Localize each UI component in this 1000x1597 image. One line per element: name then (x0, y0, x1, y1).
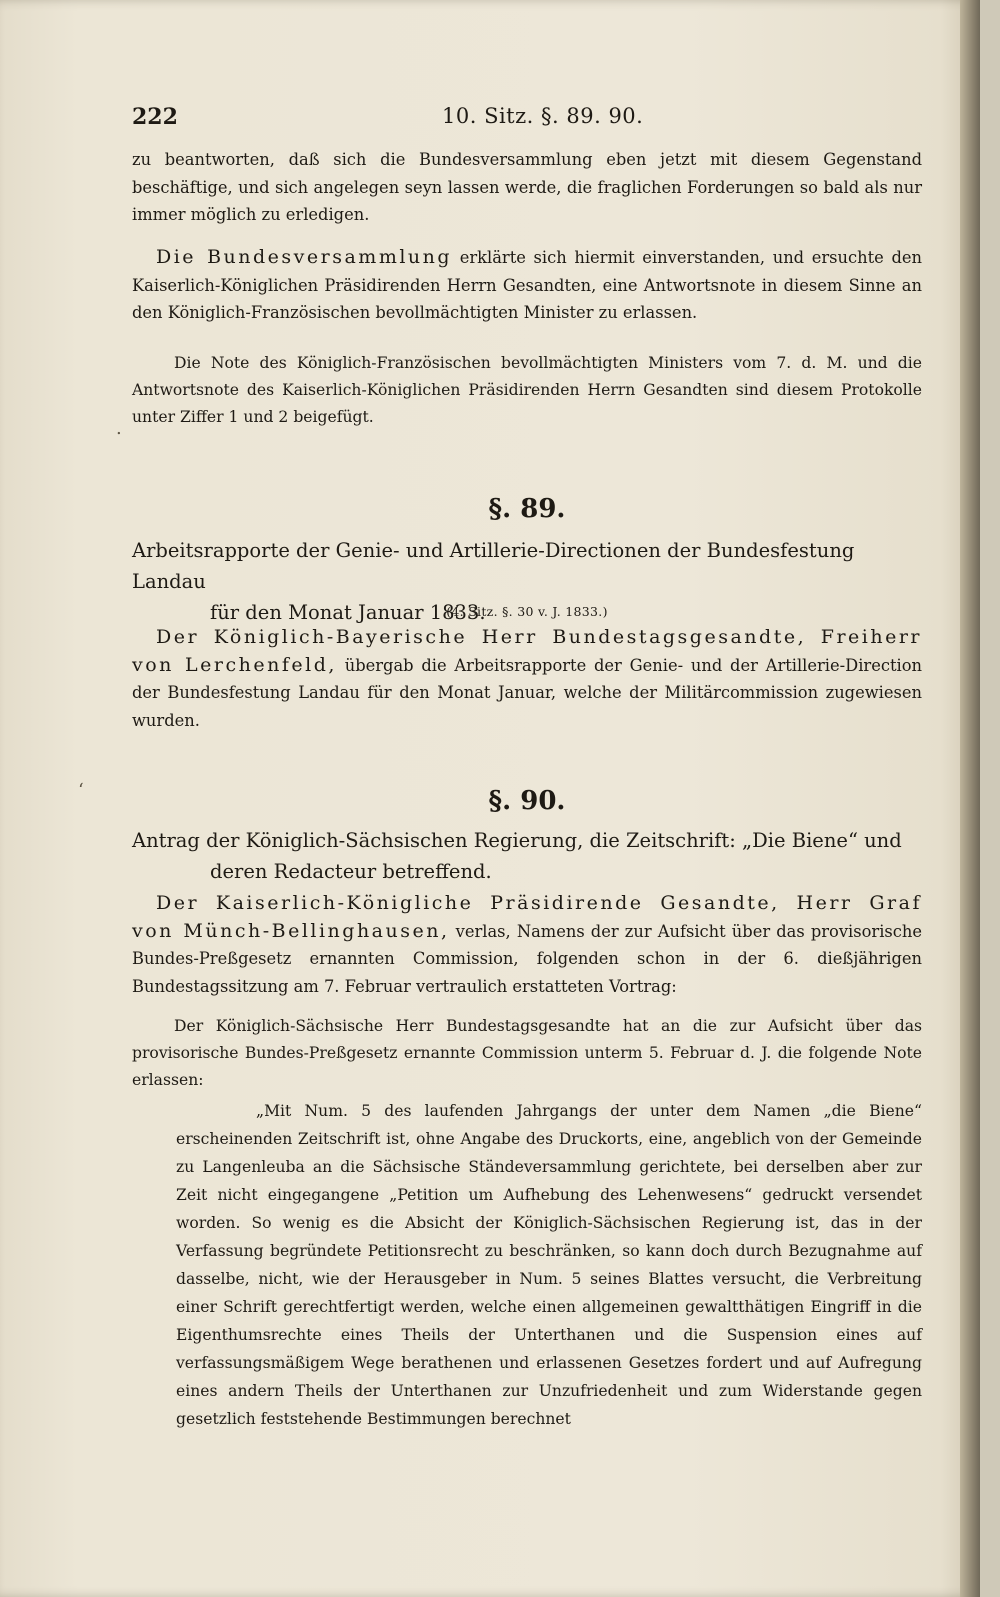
section-89-body (132, 624, 922, 734)
page-header (132, 104, 932, 134)
running-title: 10. Sitz. §. 89. 90. (442, 104, 644, 128)
intro-paragraph-3: Die Note des Königlich-Französischen bevollmächtigten Ministers vom 7. d. M. und die Antwortsnote des Kaiserlich-Königlichen Präsidirenden Herrn Gesandten sind diesem Protokolle unter Ziffer 1 und 2 beigefügt. (132, 354, 922, 426)
intro-paragraph-2-text: erklärte sich hiermit einverstanden, und ersuchte den Kaiserlich-Königlichen Präsidirenden Herrn Gesandten, eine Antwortsnote in diesem Sinne an den Königlich-Französischen bevollmächtigten Minister zu erlassen. (132, 248, 922, 323)
section-89-reference: (4. Sitz. §. 30 v. J. 1833.) (446, 604, 608, 619)
intro-paragraph-2 (132, 244, 922, 327)
margin-dot: . (116, 418, 122, 439)
section-90-body-text: verlas, Namens der zur Aufsicht über das provisorische Bundes-Preßgesetz ernannten Commission, folgenden schon in der 6. dießjährigen Bundestagssitzung am 7. Februar vertraulich erstatteten Vortrag: (132, 921, 922, 996)
page-number: 222 (132, 104, 178, 130)
section-89-title-line-2: für den Monat Januar 1833. (210, 601, 486, 624)
section-89-title-line-1: Arbeitsrapporte der Genie- und Artillerie-Directionen der Bundesfestung Landau (132, 539, 855, 593)
section-90-vortrag: Der Königlich-Sächsische Herr Bundestagsgesandte hat an die zur Aufsicht über das provisorische Bundes-Preßgesetz ernannte Commission unterm 5. Februar d. J. die folgende Note erlassen: (132, 1017, 922, 1089)
margin-tick: ʻ (78, 780, 84, 801)
section-90-title-line-1: Antrag der Königlich-Sächsischen Regierung, die Zeitschrift: „Die Biene“ und (132, 829, 902, 852)
section-90-body (132, 890, 922, 1000)
section-90-heading: §. 90. (488, 786, 566, 816)
assembly-lead: Die Bundesversammlung (156, 246, 453, 268)
section-89-body-text: übergab die Arbeitsrapporte der Genie- und der Artillerie-Direction der Bundesfestung Landau für den Monat Januar, welche der Militärcommission zugewiesen wurden. (132, 655, 922, 730)
section-90-quoted-note: „Mit Num. 5 des laufenden Jahrgangs der unter dem Namen „die Biene“ erscheinenden Zeitschrift ist, ohne Angabe des Druckorts, eine, angeblich von der Gemeinde zu Langenleuba an die Sächsische Ständeversammlung gerichtete, bei derselben aber zur Zeit nicht eingegangene „Petition um Aufhebung des Lehenwesens“ gedruckt versendet worden. So wenig es die Absicht der Königlich-Sächsischen Regierung ist, das in der Verfassung begründete Petitionsrecht zu beschränken, so kann doch durch Bezugnahme auf dasselbe, nicht, wie der Herausgeber in Num. 5 seines Blattes versucht, die Verbreitung einer Schrift gerechtfertigt werden, welche einen allgemeinen gewaltthätigen Eingriff in die Eigenthumsrechte eines Theils der Unterthanen und die Suspension eines auf verfassungsmäßigem Wege berathenen und erlassenen Gesetzes fordert und auf Aufregung eines andern Theils der Unterthanen zur Unzufriedenheit und zum Widerstande gegen gesetzlich feststehende Bestimmungen berechnet (176, 1102, 922, 1428)
section-90-title-line-2: deren Redacteur betreffend. (210, 860, 492, 883)
intro-paragraph-1: zu beantworten, daß sich die Bundesversammlung eben jetzt mit diesem Gegenstand beschäftige, und sich angelegen seyn lassen werde, die fraglichen Forderungen so bald als nur immer möglich zu erledigen. (132, 150, 922, 225)
section-90-title (132, 825, 922, 887)
section-89-speaker: Der Königlich-Bayerische Herr Bundestagsgesandte, Freiherr von Lerchenfeld, (132, 626, 922, 676)
section-90-speaker: Der Kaiserlich-Königliche Präsidirende Gesandte, Herr Graf von Münch-Bellinghausen, (132, 892, 922, 942)
section-89-heading: §. 89. (488, 494, 566, 524)
